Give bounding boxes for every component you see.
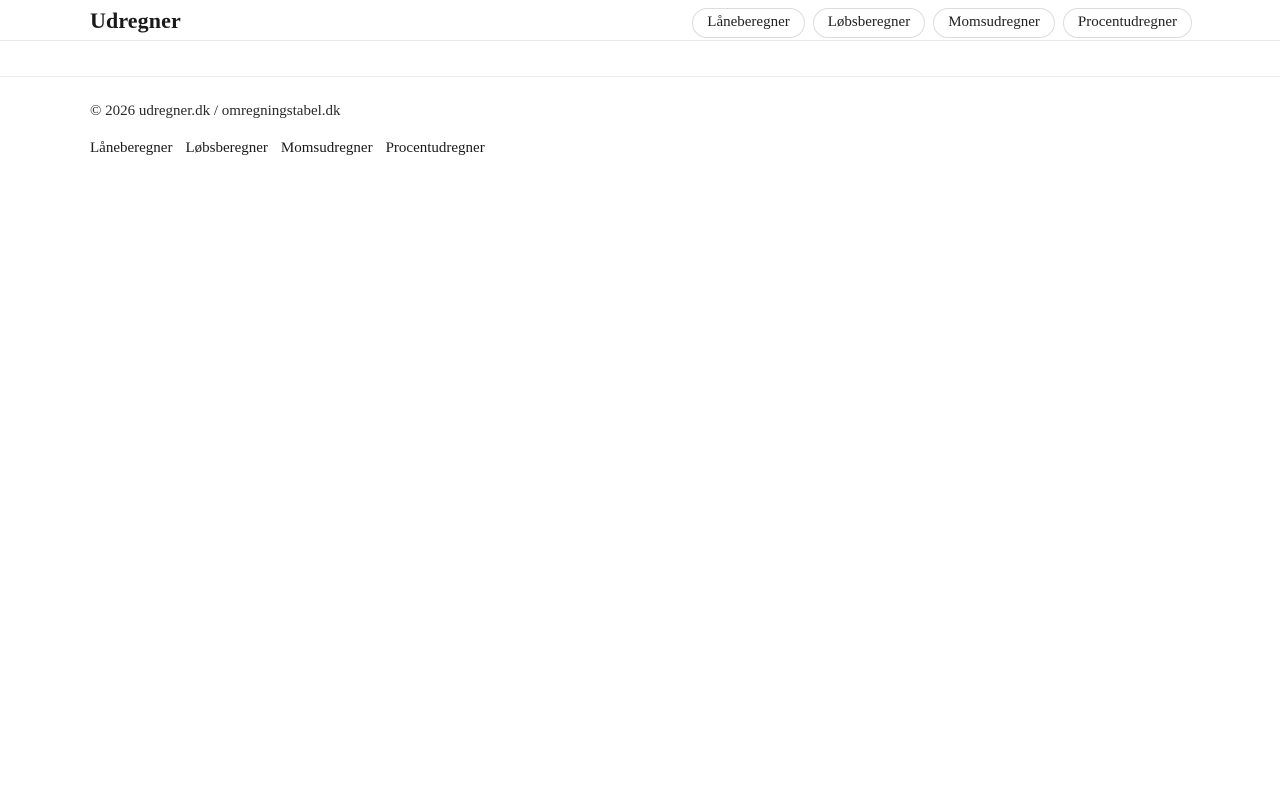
main-content (0, 41, 1280, 77)
site-logo-link[interactable]: Udregner (90, 8, 181, 33)
nav-loebsberegner[interactable]: Løbsberegner (813, 8, 925, 38)
footer-link-laaneberegner[interactable]: Låneberegner (90, 140, 173, 156)
footer-link-procentudregner[interactable]: Procentudregner (385, 140, 485, 156)
nav-procentudregner[interactable]: Procentudregner (1063, 8, 1192, 38)
footer-link-loebsberegner[interactable]: Løbsberegner (185, 140, 268, 156)
footer-link-momsudregner[interactable]: Momsudregner (280, 140, 373, 156)
site-footer (0, 77, 1280, 158)
nav-momsudregner[interactable]: Momsudregner (933, 8, 1055, 38)
copyright-text: © 2026 udregner.dk / omregningstabel.dk (90, 103, 341, 119)
main-navigation (692, 8, 1192, 38)
site-header (0, 0, 1280, 41)
footer-links (90, 139, 1280, 158)
nav-laaneberegner[interactable]: Låneberegner (692, 8, 804, 38)
